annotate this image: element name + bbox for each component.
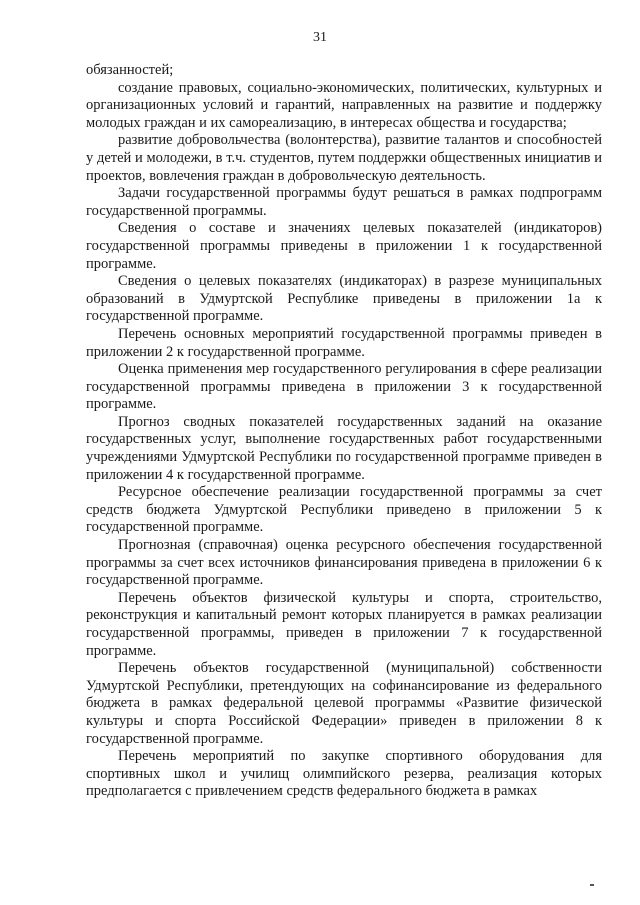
paragraph: развитие добровольчества (волонтерства), развитие талантов и способностей у детей и молодежи, в т.ч. студентов, путем поддержки общественных инициатив и проектов, вовлечения граждан в добровольческую деятельность.: [86, 132, 602, 184]
page-number: 31: [313, 30, 327, 45]
paragraph: Перечень объектов физической культуры и спорта, строительство, реконструкция и капитальный ремонт которых планируется в рамках реализации государственной программы, приведен в приложении 7 к государственной программе.: [86, 589, 602, 659]
paragraph: Прогноз сводных показателей государственных заданий на оказание государственных услуг, выполнение государственных работ государственными учреждениями Удмуртской Республики по государственной программе приведен в приложении 4 к государственной программе.: [86, 413, 602, 483]
body-text: [86, 62, 602, 801]
paragraph: Оценка применения мер государственного регулирования в сфере реализации государственной программы приведена в приложении 3 к государственной программе.: [86, 361, 602, 413]
paragraph: Перечень объектов государственной (муниципальной) собственности Удмуртской Республики, претендующих на софинансирование из федерального бюджета в рамках федеральной целевой программы «Развитие физической культуры и спорта Российской Федерации» приведен в приложении 8 к государственной программе.: [86, 660, 602, 747]
paragraph: Сведения о целевых показателях (индикаторах) в разрезе муниципальных образований в Удмуртской Республике приведены в приложении 1а к государственной программе.: [86, 273, 602, 325]
paragraph: создание правовых, социально-экономических, политических, культурных и организационных условий и гарантий, направленных на развитие и поддержку молодых граждан и их самореализацию, в интересах общества и государства;: [86, 79, 602, 131]
paragraph: Сведения о составе и значениях целевых показателей (индикаторов) государственной программы приведены в приложении 1 к государственной программе.: [86, 220, 602, 272]
paragraph: Ресурсное обеспечение реализации государственной программы за счет средств бюджета Удмуртской Республики приведено в приложении 5 к государственной программе.: [86, 484, 602, 536]
paragraph: обязанностей;: [86, 62, 174, 78]
scan-mark: [590, 884, 594, 886]
paragraph: Перечень мероприятий по закупке спортивного оборудования для спортивных школ и училищ олимпийского резерва, реализация которых предполагается с привлечением средств федерального бюджета в рамках: [86, 748, 602, 800]
paragraph: Перечень основных мероприятий государственной программы приведен в приложении 2 к государственной программе.: [86, 325, 602, 360]
paragraph: Прогнозная (справочная) оценка ресурсного обеспечения государственной программы за счет всех источников финансирования приведена в приложении 6 к государственной программе.: [86, 537, 602, 589]
paragraph: Задачи государственной программы будут решаться в рамках подпрограмм государственной программы.: [86, 185, 602, 219]
